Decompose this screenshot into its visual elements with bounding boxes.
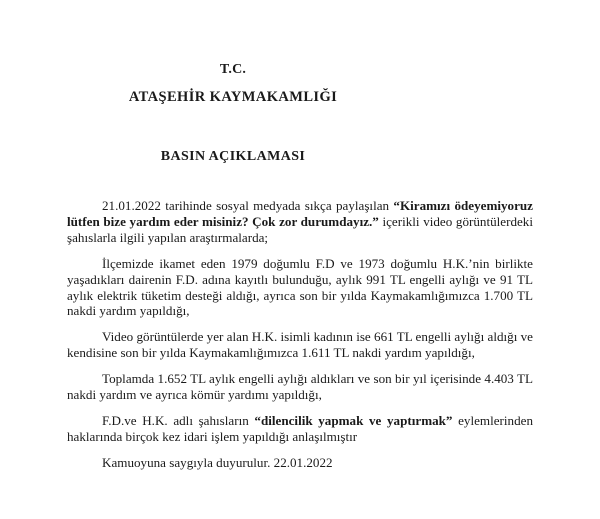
paragraph-1-quote-bold: “Kiramızı ödeyemiyoruz lütfen bize yardım eder misiniz? Çok zor durumdayız.” <box>67 198 533 229</box>
heading-organization: ATAŞEHİR KAYMAKAMLIĞI <box>128 89 338 105</box>
paragraph-1 <box>67 198 533 246</box>
paragraph-5 <box>67 413 533 445</box>
heading-document-title: BASIN AÇIKLAMASI <box>160 149 306 164</box>
paragraph-3: Video görüntülerde yer alan H.K. isimli kadının ise 661 TL engelli aylığı aldığı ve kendisine son bir yılda Kaymakamlığımızca 1.611 TL nakdi yardım yapıldığı, <box>67 329 533 361</box>
paragraph-closing: Kamuoyuna saygıyla duyurulur. 22.01.2022 <box>102 454 333 470</box>
paragraph-1-text-part-1: 21.01.2022 tarihinde sosyal medyada sıkça paylaşılan <box>102 198 394 213</box>
paragraph-2: İlçemizde ikamet eden 1979 doğumlu F.D ve 1973 doğumlu H.K.’nin birlikte yaşadıkları dairenin F.D. adına kayıtlı bulunduğu, aylık 991 TL engelli aylığı ve 91 TL aylık elektrik tüketim desteği aldığı, ayrıca son bir yılda Kaymakamlığımızca 1.700 TL nakdi yardım yapıldığı, <box>67 255 533 319</box>
paragraph-5-text-part-2: eylemlerinden haklarında birçok kez idari işlem yapıldığı anlaşılmıştır <box>67 412 534 444</box>
paragraph-4: Toplamda 1.652 TL aylık engelli aylığı aldıkları ve son bir yıl içerisinde 4.403 TL nakdi yardım ve ayrıca kömür yardımı yapıldığı, <box>67 371 533 403</box>
paragraph-1-text-part-2: içerikli video görüntülerdeki şahıslarla ilgili yapılan araştırmalarda; <box>67 213 533 245</box>
heading-republic: T.C. <box>219 62 247 77</box>
document-body <box>67 198 533 471</box>
paragraph-5-quote-bold: “dilencilik yapmak ve yaptırmak” <box>254 412 453 428</box>
paragraph-5-text-part-1: F.D.ve H.K. adlı şahısların <box>102 412 255 428</box>
